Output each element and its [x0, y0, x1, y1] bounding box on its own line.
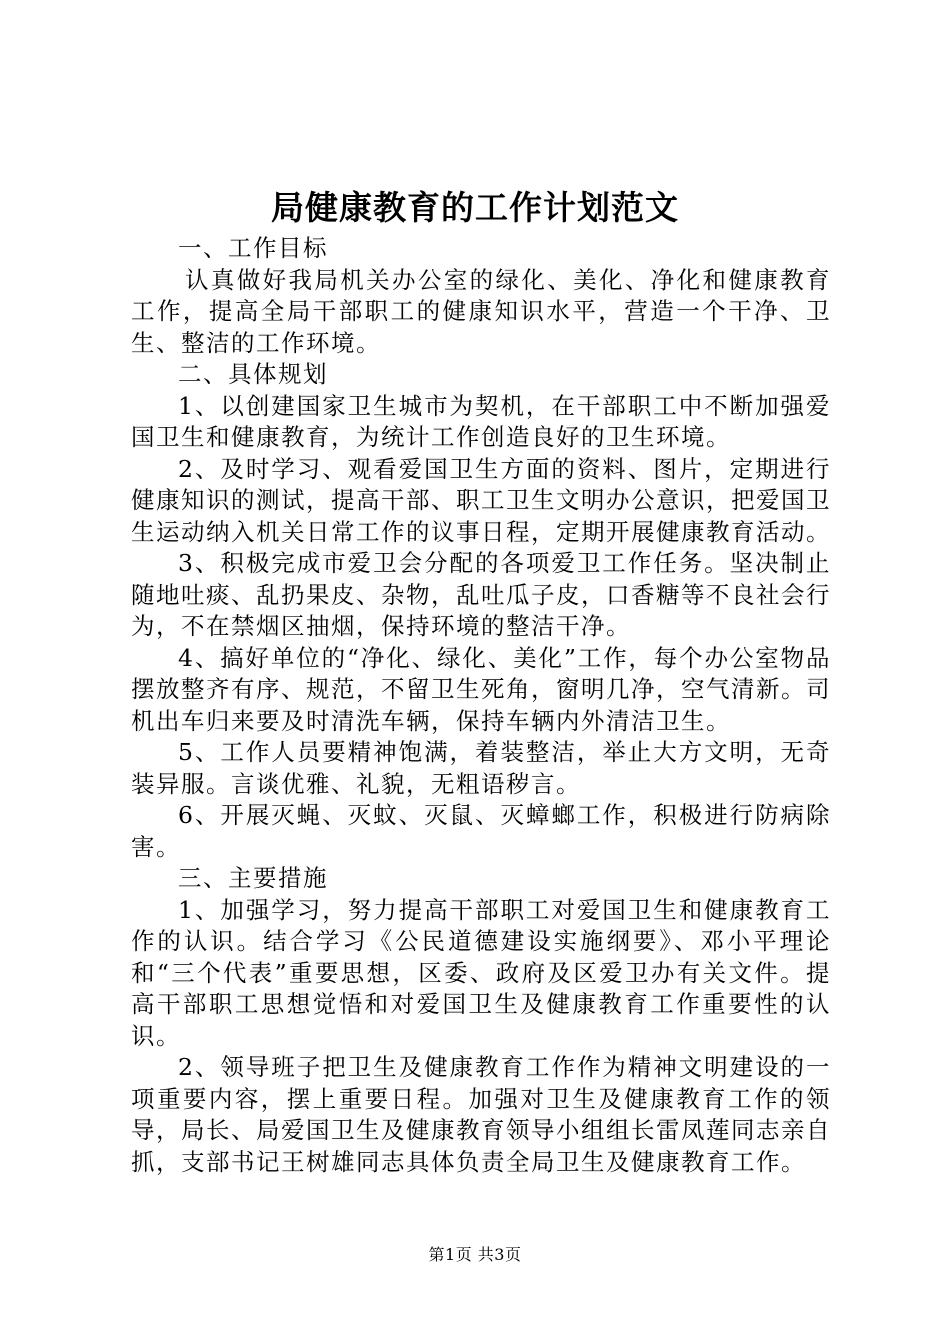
paragraph-plan-3: 3、积极完成市爱卫会分配的各项爱卫工作任务。坚决制止随地吐痰、乱扔果皮、杂物，乱吐瓜子皮，口香糖等不良社会行为，不在禁烟区抽烟，保持环境的整洁干净。 [131, 549, 831, 640]
section-heading-goals: 一、工作目标 [178, 234, 328, 262]
paragraph-plan-5: 5、工作人员要精神饱满，着装整洁，举止大方文明，无奇装异服。言谈优雅、礼貌，无粗语秽言。 [131, 738, 831, 798]
document-title: 局健康教育的工作计划范文 [271, 188, 679, 227]
section-heading-plan: 二、具体规划 [178, 360, 328, 388]
paragraph-plan-6: 6、开展灭蝇、灭蚊、灭鼠、灭蟑螂工作，积极进行防病除害。 [131, 801, 831, 861]
paragraph-goals: 认真做好我局机关办公室的绿化、美化、净化和健康教育工作，提高全局干部职工的健康知识水平，营造一个干净、卫生、整洁的工作环境。 [131, 265, 831, 357]
paragraph-measures-1: 1、加强学习，努力提高干部职工对爱国卫生和健康教育工作的认识。结合学习《公民道德建设实施纲要》、邓小平理论和“三个代表”重要思想，区委、政府及区爱卫办有关文件。提高干部职工思想觉悟和对爱国卫生及健康教育工作重要性的认识。 [131, 895, 831, 1050]
paragraph-plan-2: 2、及时学习、观看爱国卫生方面的资料、图片，定期进行健康知识的测试，提高干部、职工卫生文明办公意识，把爱国卫生运动纳入机关日常工作的议事日程，定期开展健康教育活动。 [131, 454, 831, 546]
paragraph-measures-2: 2、领导班子把卫生及健康教育工作作为精神文明建设的一项重要内容，摆上重要日程。加强对卫生及健康教育工作的领导，局长、局爱国卫生及健康教育领导小组组长雷凤莲同志亲自抓，支部书记王树雄同志具体负责全局卫生及健康教育工作。 [131, 1053, 831, 1176]
page-footer: 第1页 共3页 [428, 1245, 522, 1264]
section-heading-measures: 三、主要措施 [178, 864, 328, 892]
paragraph-plan-1: 1、以创建国家卫生城市为契机，在干部职工中不断加强爱国卫生和健康教育，为统计工作创造良好的卫生环境。 [131, 391, 831, 451]
paragraph-plan-4: 4、搞好单位的“净化、绿化、美化”工作，每个办公室物品摆放整齐有序、规范，不留卫生死角，窗明几净，空气清新。司机出车归来要及时清洗车辆，保持车辆内外清洁卫生。 [131, 643, 831, 735]
document-body [131, 233, 831, 1178]
